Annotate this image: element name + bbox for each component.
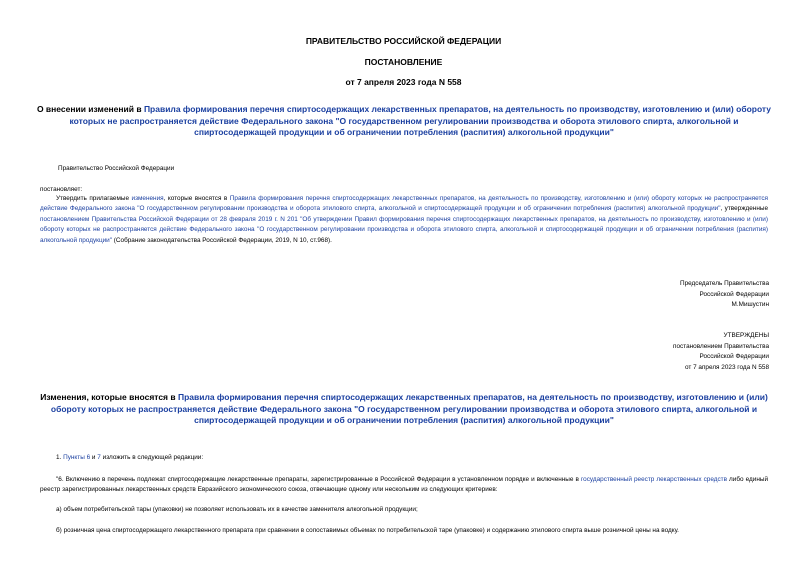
title-rules-link[interactable]: Правила формирования перечня спиртосодержащих лекарственных препаратов, на деятельность по производству, изготовлению и (или) обороту которых не распространяется действие Федерального закона "О государственном регулировании производства и оборота этилового спирта, алкогольной и спиртосодержащей продукции и об ограничении потребления (распития) алкогольной продукции" — [69, 104, 772, 137]
document-title — [36, 104, 772, 139]
item-1: 1. Пункты 6 и 7 изложить в следующей редакции: — [56, 454, 204, 461]
item-6-paragraph: "6. Включению в перечень подлежат спиртосодержащие лекарственные препараты, зарегистрированные в Российской Федерации в установленном порядке и включенные в государственный реестр лекарственных средств либо единый реестр зарегистрированных лекарственных средств Евразийского экономического союза, отвечающие одному или нескольким из следующих критериев: — [40, 476, 769, 494]
title-prefix: О внесении изменений в — [36, 104, 144, 114]
approved-block: УТВЕРЖДЕНЫ постановлением Правительства Российской Федерации от 7 апреля 2023 года N 558 — [673, 332, 769, 371]
resolves-text: постановляет: — [40, 186, 83, 193]
document-type: ПОСТАНОВЛЕНИЕ — [364, 57, 443, 67]
point-6-link[interactable]: Пункты 6 — [63, 454, 91, 461]
changes-title: Изменения, которые вносятся в Правила формирования перечня спиртосодержащих лекарственных препаратов, на деятельность по производству, изготовлению и (или) обороту которых не распространяется действие Федерального закона "О государственном регулировании производства и оборота этилового спирта, алкогольной и спиртосодержащей продукции и об ограничении потребления (распития) алкогольной продукции" — [40, 392, 768, 425]
signature-block: Председатель Правительства Российской Федерации М.Мишустин — [680, 280, 769, 309]
changes-title-rules-link[interactable]: Правила формирования перечня спиртосодержащих лекарственных препаратов, на деятельность по производству, изготовлению и (или) обороту которых не распространяется действие Федерального закона "О государственном регулировании производства и оборота этилового спирта, алкогольной и спиртосодержащей продукции и об ограничении потребления (распития) алкогольной продукции" — [50, 392, 768, 425]
criterion-b: б) розничная цена спиртосодержащего лекарственного препарата при сравнении в сопоставимых объемах по потребительской таре (упаковке) и содержанию этилового спирта выше розничной цены на водку. — [56, 527, 679, 534]
point-7-link[interactable]: 7 — [97, 454, 101, 461]
resolution-201-link[interactable]: постановлением Правительства Российской Федерации от 28 февраля 2019 г. N 201 "Об утверждении Правил формирования перечня спиртосодержащих лекарственных препаратов, на деятельность по производству, изготовлению и (или) обороту которых не распространяется действие Федерального закона "О государственном регулировании производства и оборота этилового спирта, алкогольной и спиртосодержащей продукции и об ограничении потребления (распития) алкогольной продукции" — [40, 215, 768, 244]
changes-link[interactable]: изменения — [131, 195, 164, 202]
main-paragraph: Утвердить прилагаемые изменения, которые вносятся в Правила формирования перечня спиртосодержащих лекарственных препаратов, на деятельность по производству, изготовлению и (или) обороту которых не распространяется действие Федерального закона "О государственном регулировании производства и оборота этилового спирта, алкогольной и спиртосодержащей продукции и об ограничении потребления (распития) алкогольной продукции", утвержденные постановлением Правительства Российской Федерации от 28 февраля 2019 г. N 201 "Об утверждении Правил формирования перечня спиртосодержащих лекарственных препаратов, на деятельность по производству, изготовлению и (или) обороту которых не распространяется действие Федерального закона "О государственном регулировании производства и оборота этилового спирта, алкогольной и спиртосодержащей продукции и об ограничении потребления (распития) алкогольной продукции" (Собрание законодательства Российской Федерации, 2019, N 10, ст.968). — [40, 195, 768, 244]
government-heading: ПРАВИТЕЛЬСТВО РОССИЙСКОЙ ФЕДЕРАЦИИ — [305, 36, 502, 46]
issuer: Правительство Российской Федерации — [58, 165, 175, 172]
document-date-number: от 7 апреля 2023 года N 558 — [345, 77, 462, 87]
criterion-a: а) объем потребительской тары (упаковки) не позволяет использовать их в качестве заменителя алкогольной продукции; — [56, 506, 418, 513]
rules-link[interactable]: Правила формирования перечня спиртосодержащих лекарственных препаратов, на деятельность по производству, изготовлению и (или) обороту которых не распространяется действие Федерального закона "О государственном регулировании производства и оборота этилового спирта, алкогольной и спиртосодержащей продукции и об ограничении потребления (распития) алкогольной продукции" — [40, 195, 768, 213]
state-register-link[interactable]: государственный реестр лекарственных средств — [580, 476, 727, 483]
